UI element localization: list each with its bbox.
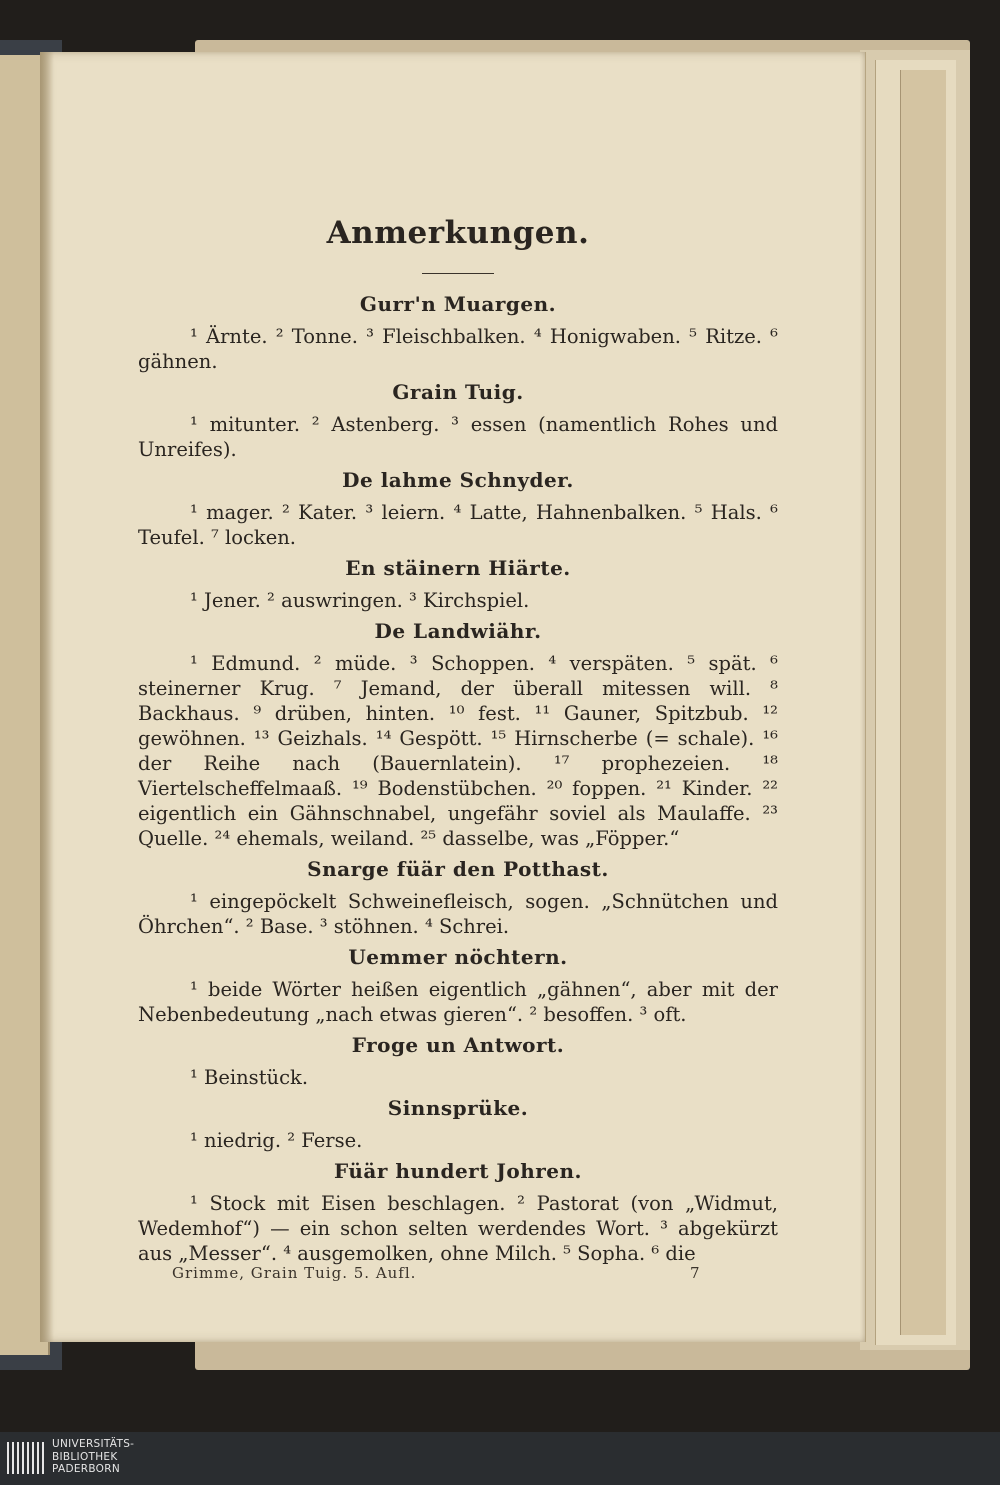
library-name-line: PADERBORN (52, 1463, 120, 1475)
library-name-line: BIBLIOTHEK (52, 1450, 118, 1463)
section-heading: De lahme Schnyder. (342, 468, 574, 492)
section-heading: Sinnsprüke. (387, 1096, 529, 1120)
page-gutter-shadow (40, 52, 54, 1342)
section-heading: Froge un Antwort. (351, 1033, 565, 1057)
section-heading: Füär hundert Johren. (333, 1159, 583, 1183)
section-notes: ¹ eingepöckelt Schweinefleisch, sogen. „Schnütchen und Öhrchen“. ² Base. ³ stöhnen. ⁴ Schrei. (138, 890, 778, 938)
section-notes: ¹ niedrig. ² Ferse. (190, 1129, 363, 1152)
section-notes: ¹ Edmund. ² müde. ³ Schoppen. ⁴ verspäten. ⁵ spät. ⁶ steinerner Krug. ⁷ Jemand, der überall mitessen will. ⁸ Backhaus. ⁹ drüben, hinten. ¹⁰ fest. ¹¹ Gauner, Spitzbub. ¹² gewöhnen. ¹³ Geizhals. ¹⁴ Gespött. ¹⁵ Hirnscherbe (= schale). ¹⁶ der Reihe nach (Bauernlatein). ¹⁷ prophezeien. ¹⁸ Viertelscheffelmaaß. ¹⁹ Bodenstübchen. ²⁰ foppen. ²¹ Kinder. ²² eigentlich ein Gähnschnabel, ungefähr soviel als Maulaffe. ²³ Quelle. ²⁴ ehemals, weiland. ²⁵ dasselbe, was „Föpper.“ (138, 652, 778, 850)
section-heading: Uemmer nöchtern. (348, 945, 568, 969)
section-heading: Gurr'n Muargen. (359, 292, 557, 316)
section-notes: ¹ Ärnte. ² Tonne. ³ Fleischbalken. ⁴ Honigwaben. ⁵ Ritze. ⁶ gähnen. (138, 325, 778, 373)
page-footer (172, 1264, 712, 1282)
library-name-line: UNIVERSITÄTS- (52, 1438, 135, 1450)
section-notes: ¹ Stock mit Eisen beschlagen. ² Pastorat (von „Widmut, Wedemhof“) — ein schon selten werdendes Wort. ³ abgekürzt aus „Messer“. ⁴ ausgemolken, ohne Milch. ⁵ Sopha. ⁶ die (138, 1192, 778, 1265)
page-number: 7 (690, 1264, 700, 1282)
library-logo-icon (6, 1440, 44, 1476)
section-notes: ¹ Jener. ² auswringen. ³ Kirchspiel. (190, 589, 530, 612)
page-stack-edge (900, 70, 946, 1335)
footer-signature: Grimme, Grain Tuig. 5. Aufl. (172, 1264, 417, 1282)
page-text (138, 215, 778, 1272)
library-banner (0, 1432, 1000, 1485)
section-notes: ¹ mager. ² Kater. ³ leiern. ⁴ Latte, Hahnenbalken. ⁵ Hals. ⁶ Teufel. ⁷ locken. (138, 501, 778, 549)
section-heading: Snarge füär den Potthast. (307, 857, 609, 881)
section-heading: De Landwiähr. (374, 619, 542, 643)
section-notes: ¹ Beinstück. (190, 1066, 309, 1089)
library-name (52, 1438, 134, 1476)
section-heading: Grain Tuig. (392, 380, 524, 404)
section-notes: ¹ beide Wörter heißen eigentlich „gähnen“, aber mit der Nebenbedeutung „nach etwas gieren“. ² besoffen. ³ oft. (138, 978, 778, 1026)
section-heading: En stäinern Hiärte. (345, 556, 571, 580)
section-notes: ¹ mitunter. ² Astenberg. ³ essen (namentlich Rohes und Unreifes). (138, 413, 778, 461)
page-title: Anmerkungen. (326, 215, 590, 251)
title-divider (422, 273, 494, 274)
